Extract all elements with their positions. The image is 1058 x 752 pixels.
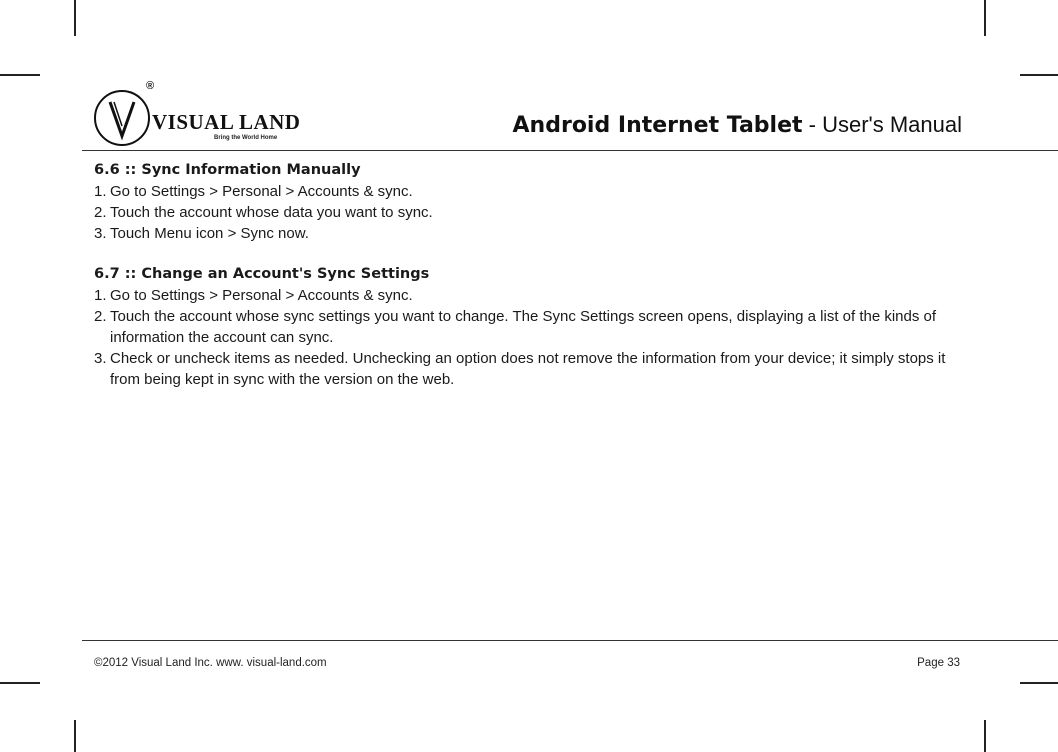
step-text: Go to Settings > Personal > Accounts & sync. (110, 183, 413, 200)
section-heading: 6.7 :: Change an Account's Sync Settings (94, 266, 430, 282)
step-number: 3. (94, 350, 107, 367)
crop-mark-left-top (0, 74, 40, 76)
step-number: 2. (94, 308, 107, 325)
step-text: Go to Settings > Personal > Accounts & sync. (110, 287, 413, 304)
header-rule (82, 150, 1058, 151)
step-number: 3. (94, 225, 107, 242)
list-item (94, 306, 974, 348)
visual-land-logo (94, 80, 314, 150)
step-number: 1. (94, 183, 107, 200)
logo-tagline: Bring the World Home (214, 135, 278, 141)
page-content (94, 160, 974, 390)
crop-mark-top-right (984, 0, 986, 36)
footer-copyright: ©2012 Visual Land Inc. www. visual-land.com (94, 657, 327, 669)
section-change-sync-settings (94, 264, 974, 390)
crop-mark-right-bottom (1020, 682, 1058, 684)
manual-title-suffix: - User's Manual (802, 112, 962, 137)
crop-mark-top-left (74, 0, 76, 36)
step-text: Touch the account whose sync settings you want to change. The Sync Settings screen opens, displaying a list of the kinds of information the account can sync. (110, 308, 937, 346)
section-heading: 6.6 :: Sync Information Manually (94, 162, 361, 178)
footer-rule (82, 640, 1058, 641)
step-list (94, 181, 974, 244)
step-number: 1. (94, 287, 107, 304)
step-text: Check or uncheck items as needed. Unchecking an option does not remove the information from your device; it simply stops it from being kept in sync with the version on the web. (110, 350, 946, 388)
list-item (94, 223, 974, 244)
manual-title (513, 112, 962, 138)
logo-brand-name: VISUAL LAND (152, 110, 301, 134)
crop-mark-bottom-right (984, 720, 986, 752)
logo-v-emblem-icon (94, 90, 150, 146)
list-item (94, 285, 974, 306)
step-number: 2. (94, 204, 107, 221)
crop-mark-bottom-left (74, 720, 76, 752)
list-item (94, 348, 974, 390)
manual-title-product: Android Internet Tablet (512, 113, 803, 138)
step-text: Touch Menu icon > Sync now. (110, 225, 309, 242)
section-sync-manually (94, 160, 974, 244)
registered-mark: ® (146, 80, 155, 92)
step-text: Touch the account whose data you want to sync. (110, 204, 433, 221)
list-item (94, 202, 974, 223)
page-number: Page 33 (917, 657, 960, 669)
list-item (94, 181, 974, 202)
crop-mark-right-top (1020, 74, 1058, 76)
step-list (94, 285, 974, 390)
crop-mark-left-bottom (0, 682, 40, 684)
